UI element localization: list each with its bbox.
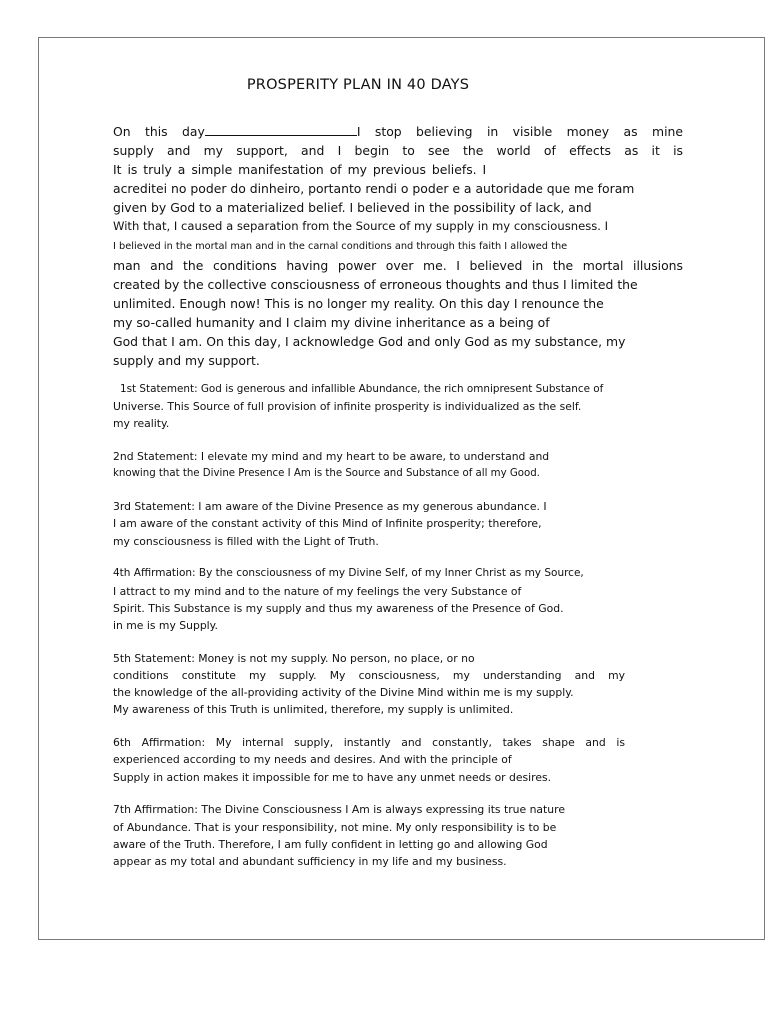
intro-line: created by the collective consciousness of erroneous thoughts and thus I limited the xyxy=(113,276,638,292)
statement-6 xyxy=(113,734,683,786)
statements-list xyxy=(113,381,683,886)
statement-line: I attract to my mind and to the nature of my feelings the very Substance of xyxy=(113,584,522,598)
statement-line: my reality. xyxy=(113,417,170,431)
statement-line: 2nd Statement: I elevate my mind and my heart to be aware, to understand and xyxy=(113,450,550,464)
page-title: PROSPERITY PLAN IN 40 DAYS xyxy=(246,77,470,93)
statement-line: in me is my Supply. xyxy=(113,619,218,633)
statement-line: appear as my total and abundant sufficiency in my life and my business. xyxy=(113,855,507,869)
intro-paragraph xyxy=(113,122,683,370)
statement-line: 1st Statement: God is generous and infallible Abundance, the rich omnipresent Substance of xyxy=(120,383,604,395)
intro-line: supply and my support. xyxy=(113,353,260,369)
intro-line: my so-called humanity and I claim my divine inheritance as a being of xyxy=(113,314,550,330)
statement-line: My awareness of this Truth is unlimited, therefore, my supply is unlimited. xyxy=(113,703,514,717)
intro-line: given by God to a materialized belief. I believed in the possibility of lack, and xyxy=(113,200,592,216)
intro-line: On this day I stop believing in visible money as mine xyxy=(113,124,683,139)
intro-line: man and the conditions having power over me. I believed in the mortal illusions xyxy=(113,257,683,273)
statement-5 xyxy=(113,650,683,719)
statement-4 xyxy=(113,565,683,634)
statement-line: 4th Affirmation: By the consciousness of my Divine Self, of my Inner Christ as my Source, xyxy=(113,567,584,580)
statement-line: aware of the Truth. Therefore, I am fully confident in letting go and allowing God xyxy=(113,837,548,851)
statement-line: 6th Affirmation: My internal supply, instantly and constantly, takes shape and is xyxy=(113,736,625,750)
statement-line: experienced according to my needs and desires. And with the principle of xyxy=(113,753,512,767)
statement-7 xyxy=(113,801,683,870)
statement-line: Spirit. This Substance is my supply and thus my awareness of the Presence of God. xyxy=(113,601,564,615)
statement-line: the knowledge of the all-providing activity of the Divine Mind within me is my supply. xyxy=(113,686,574,700)
intro-line: God that I am. On this day, I acknowledge God and only God as my substance, my xyxy=(113,334,626,350)
intro-line: It is truly a simple manifestation of my previous beliefs. I xyxy=(113,162,487,178)
intro-line: acreditei no poder do dinheiro, portanto rendi o poder e a autoridade que me foram xyxy=(113,181,635,197)
statement-2 xyxy=(113,448,683,482)
statement-1 xyxy=(113,381,683,433)
statement-line: I am aware of the constant activity of this Mind of Infinite prosperity; therefore, xyxy=(113,517,542,531)
statement-line: conditions constitute my supply. My consciousness, my understanding and my xyxy=(113,669,625,683)
statement-line: Universe. This Source of full provision of infinite prosperity is individualized as the self. xyxy=(113,400,582,414)
statement-line: 5th Statement: Money is not my supply. No person, no place, or no xyxy=(113,651,475,665)
statement-line: of Abundance. That is your responsibility, not mine. My only responsibility is to be xyxy=(113,820,557,834)
statement-line: knowing that the Divine Presence I Am is the Source and Substance of all my Good. xyxy=(113,468,540,480)
intro-line: unlimited. Enough now! This is no longer my reality. On this day I renounce the xyxy=(113,295,604,311)
statement-line: 7th Affirmation: The Divine Consciousness I Am is always expressing its true nature xyxy=(113,803,565,817)
statement-line: Supply in action makes it impossible for me to have any unmet needs or desires. xyxy=(113,770,552,784)
statement-3 xyxy=(113,498,683,550)
statement-line: 3rd Statement: I am aware of the Divine Presence as my generous abundance. I xyxy=(113,500,547,514)
statement-line: my consciousness is filled with the Light of Truth. xyxy=(113,534,379,548)
intro-line: supply and my support, and I begin to see the world of effects as it is xyxy=(113,143,683,159)
date-blank-field[interactable] xyxy=(205,125,357,136)
intro-line: I believed in the mortal man and in the carnal conditions and through this faith I allowed the xyxy=(113,240,568,252)
intro-line: With that, I caused a separation from the Source of my supply in my consciousness. I xyxy=(113,219,609,234)
